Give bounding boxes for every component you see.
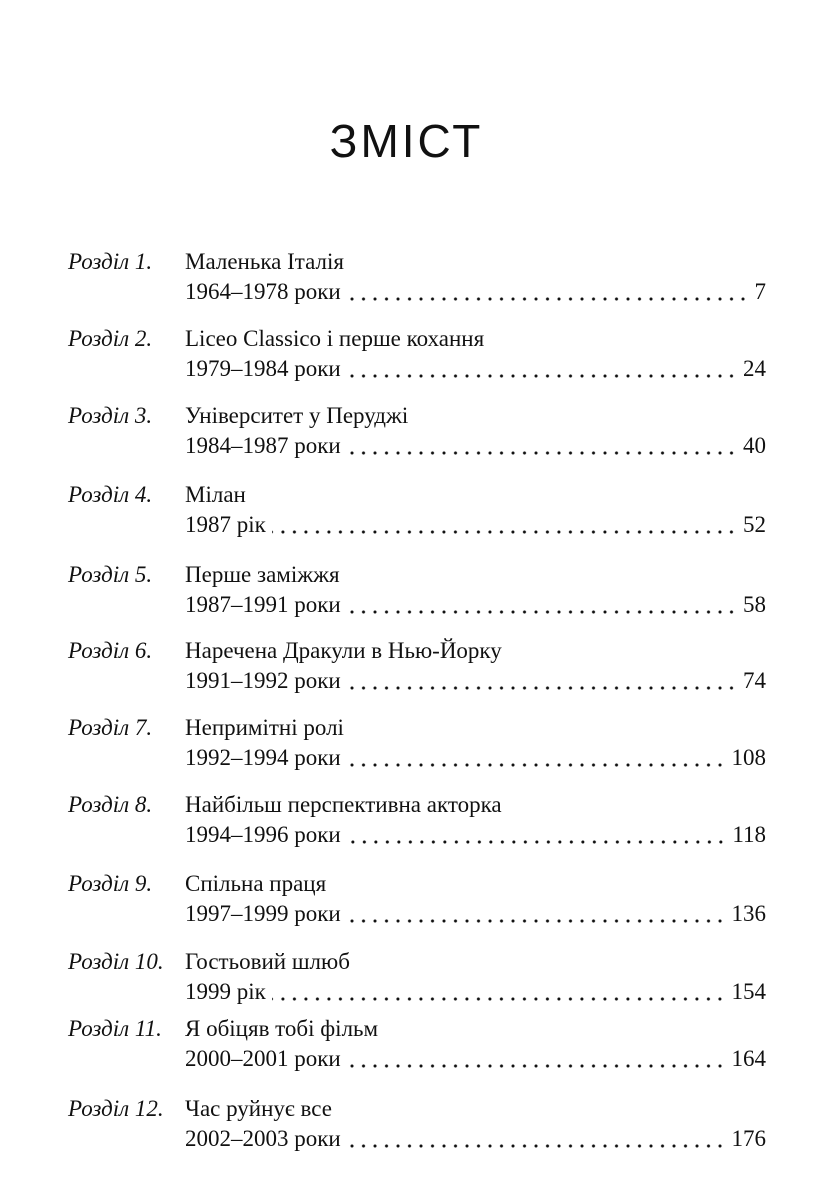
chapter-label: Розділ 4.	[68, 482, 153, 507]
toc-leader-line	[185, 978, 766, 1006]
dot-leader	[347, 1063, 726, 1069]
chapter-years: 1991–1992 роки	[185, 668, 341, 693]
page-number: 58	[743, 592, 766, 617]
dot-leader	[347, 839, 727, 845]
page-number: 118	[732, 822, 766, 847]
dot-leader	[347, 918, 726, 924]
chapter-title: Непримітні ролі	[185, 715, 344, 740]
page-number: 154	[731, 979, 766, 1004]
toc-leader-line	[185, 821, 766, 849]
dot-leader	[272, 996, 726, 1002]
toc-leader-line	[185, 511, 766, 539]
page-number: 24	[743, 356, 766, 381]
dot-leader	[272, 529, 737, 535]
chapter-title: Перше заміжжя	[185, 562, 340, 587]
chapter-years: 1994–1996 роки	[185, 822, 341, 847]
toc-entry	[0, 791, 813, 851]
toc-entry	[0, 561, 813, 621]
chapter-years: 1992–1994 роки	[185, 745, 341, 770]
toc-leader-line	[185, 667, 766, 695]
toc-entry	[0, 637, 813, 697]
chapter-title: Університет у Перуджі	[185, 403, 409, 428]
dot-leader	[347, 296, 749, 302]
chapter-title: Найбільш перспективна акторка	[185, 792, 502, 817]
page-number: 52	[743, 512, 766, 537]
chapter-title: Мілан	[185, 482, 246, 507]
toc-entry	[0, 1015, 813, 1075]
chapter-label: Розділ 1.	[68, 249, 153, 274]
toc-leader-line	[185, 1125, 766, 1153]
chapter-label: Розділ 12.	[68, 1096, 164, 1121]
chapter-years: 1964–1978 роки	[185, 279, 341, 304]
chapter-title: Гостьовий шлюб	[185, 949, 350, 974]
toc-entry	[0, 948, 813, 1008]
toc-entry	[0, 248, 813, 308]
chapter-years: 1999 рік	[185, 979, 266, 1004]
chapter-label: Розділ 6.	[68, 638, 153, 663]
toc-entry	[0, 481, 813, 541]
toc-leader-line	[185, 900, 766, 928]
chapter-label: Розділ 3.	[68, 403, 153, 428]
chapter-years: 2002–2003 роки	[185, 1126, 341, 1151]
dot-leader	[347, 609, 737, 615]
chapter-title: Liceo Classico і перше кохання	[185, 326, 485, 351]
toc-leader-line	[185, 1045, 766, 1073]
chapter-title: Час руйнує все	[185, 1096, 332, 1121]
chapter-label: Розділ 7.	[68, 715, 153, 740]
toc-entry	[0, 402, 813, 462]
page-number: 164	[731, 1046, 766, 1071]
chapter-label: Розділ 8.	[68, 792, 153, 817]
page-title: ЗМІСТ	[329, 115, 484, 167]
chapter-title: Я обіцяв тобі фільм	[185, 1016, 379, 1041]
chapter-years: 1997–1999 роки	[185, 901, 341, 926]
toc-entry	[0, 714, 813, 774]
dot-leader	[347, 450, 737, 456]
chapter-label: Розділ 11.	[68, 1016, 162, 1041]
dot-leader	[347, 373, 737, 379]
page-number: 7	[754, 279, 766, 304]
toc-leader-line	[185, 744, 766, 772]
toc-leader-line	[185, 432, 766, 460]
dot-leader	[347, 762, 726, 768]
chapter-label: Розділ 5.	[68, 562, 153, 587]
chapter-years: 1979–1984 роки	[185, 356, 341, 381]
chapter-title: Маленька Італія	[185, 249, 344, 274]
chapter-title: Наречена Дракули в Нью-Йорку	[185, 638, 502, 663]
toc-entry	[0, 870, 813, 930]
chapter-years: 2000–2001 роки	[185, 1046, 341, 1071]
chapter-years: 1984–1987 роки	[185, 433, 341, 458]
chapter-title: Спільна праця	[185, 871, 327, 896]
page-number: 136	[731, 901, 766, 926]
page-number: 176	[731, 1126, 766, 1151]
page-number: 40	[743, 433, 766, 458]
toc-leader-line	[185, 278, 766, 306]
toc-leader-line	[185, 355, 766, 383]
dot-leader	[347, 1143, 726, 1149]
chapter-years: 1987 рік	[185, 512, 266, 537]
dot-leader	[347, 685, 737, 691]
page-number: 108	[731, 745, 766, 770]
page-number: 74	[743, 668, 766, 693]
toc-entry	[0, 1095, 813, 1155]
toc-leader-line	[185, 591, 766, 619]
chapter-label: Розділ 10.	[68, 949, 164, 974]
toc-entry	[0, 325, 813, 385]
chapter-label: Розділ 2.	[68, 326, 153, 351]
chapter-label: Розділ 9.	[68, 871, 153, 896]
chapter-years: 1987–1991 роки	[185, 592, 341, 617]
